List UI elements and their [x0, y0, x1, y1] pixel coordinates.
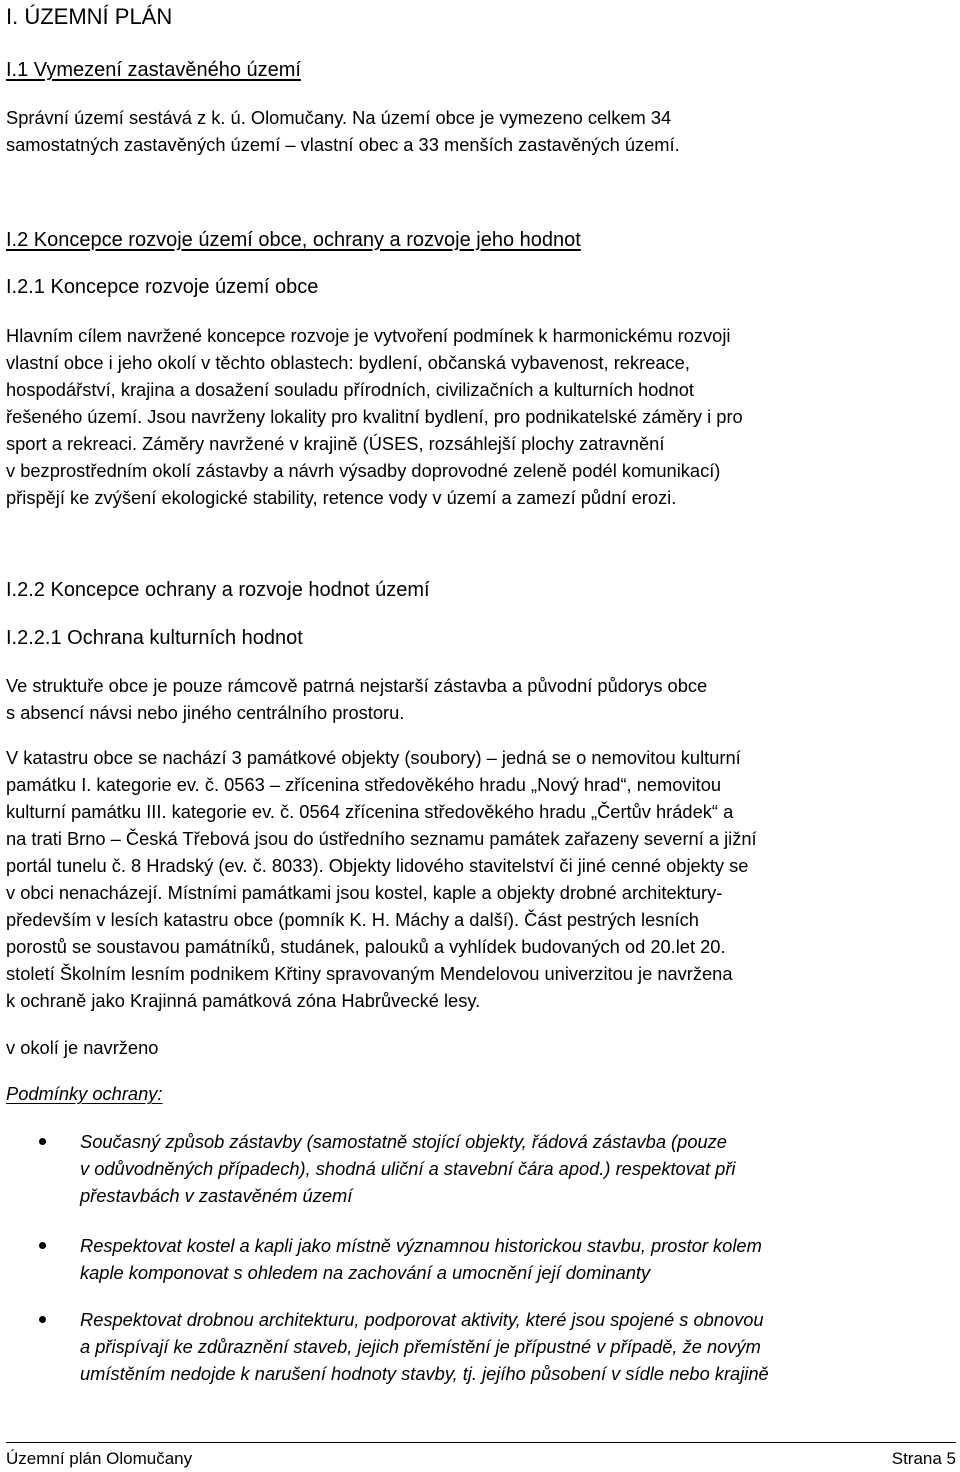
text-line: Ve struktuře obce je pouze rámcově patrná nejstarší zástavba a původní půdorys obce — [6, 675, 708, 696]
section-2-2-heading: I.2.2 Koncepce ochrany a rozvoje hodnot území — [6, 579, 430, 601]
text-line: s absencí návsi nebo jiného centrálního prostoru. — [6, 702, 405, 723]
list-item-text — [80, 1306, 960, 1387]
conditions-label: Podmínky ochrany: — [6, 1083, 163, 1104]
text-line: Hlavním cílem navržené koncepce rozvoje je vytvoření podmínek k harmonickému rozvoji — [6, 325, 731, 346]
text-line: přispějí ke zvýšení ekologické stability, retence vody v území a zamezí půdní erozi. — [6, 487, 677, 508]
text-line: porostů se soustavou památníků, studánek, palouků a vyhlídek budovaných od 20.let 20. — [6, 936, 726, 957]
text-line: století Školním lesním podnikem Křtiny spravovaným Mendelovou univerzitou je navržena — [6, 963, 733, 984]
text-line: a přispívají ke zdůraznění staveb, jejich přemístění je přípustné v případě, že novým — [80, 1336, 761, 1357]
section-2-2-1-heading: I.2.2.1 Ochrana kulturních hodnot — [6, 627, 303, 649]
section-2-heading: I.2 Koncepce rozvoje území obce, ochrany a rozvoje jeho hodnot — [6, 229, 581, 251]
text-line: přestavbách v zastavěném území — [80, 1185, 353, 1206]
monuments-paragraph — [6, 744, 956, 1014]
text-line: na trati Brno – Česká Třebová jsou do ústředního seznamu památek zařazeny severní a jižní — [6, 828, 757, 849]
footer-divider — [6, 1442, 956, 1443]
text-line: sport a rekreaci. Záměry navržené v krajině (ÚSES, rozsáhlejší plochy zatravnění — [6, 433, 665, 454]
structure-paragraph — [6, 672, 956, 726]
list-item-text — [80, 1128, 960, 1209]
text-line: Současný způsob zástavby (samostatně stojící objekty, řádová zástavba (pouze — [80, 1131, 727, 1152]
list-item-text — [80, 1232, 960, 1286]
bullet-icon — [39, 1316, 46, 1323]
footer-page-number: Strana 5 — [891, 1449, 956, 1468]
text-line: k ochraně jako Krajinná památková zóna Habrůvecké lesy. — [6, 990, 481, 1011]
text-line: samostatných zastavěných území – vlastní obec a 33 menších zastavěných území. — [6, 134, 680, 155]
text-line: V katastru obce se nachází 3 památkové objekty (soubory) – jedná se o nemovitou kulturní — [6, 747, 741, 768]
text-line: portál tunelu č. 8 Hradský (ev. č. 8033). Objekty lidového stavitelství či jiné cenné objekty se — [6, 855, 749, 876]
text-line: umístěním nedojde k narušení hodnoty stavby, tj. jejího působení v sídle nebo krajině — [80, 1363, 769, 1384]
text-line: v okolí je navrženo — [6, 1037, 159, 1058]
section-1-heading: I.1 Vymezení zastavěného území — [6, 59, 301, 81]
text-line: vlastní obce i jeho okolí v těchto oblastech: bydlení, občanská vybavenost, rekreace, — [6, 352, 690, 373]
bullet-icon — [39, 1138, 46, 1145]
text-line: Správní území sestává z k. ú. Olomučany. Na území obce je vymezeno celkem 34 — [6, 107, 672, 128]
document-page — [6, 0, 956, 1472]
text-line: řešeného území. Jsou navrženy lokality pro kvalitní bydlení, pro podnikatelské záměry i pro — [6, 406, 743, 427]
text-line: kaple komponovat s ohledem na zachování a umocnění její dominanty — [80, 1262, 651, 1283]
bullet-icon — [39, 1242, 46, 1249]
text-line: památku I. kategorie ev. č. 0563 – zřícenina středověkého hradu „Nový hrad“, nemovitou — [6, 774, 722, 795]
text-line: především v lesích katastru obce (pomník K. H. Máchy a další). Část pestrých lesních — [6, 909, 699, 930]
text-line: v odůvodněných případech), shodná uliční a stavební čára apod.) respektovat při — [80, 1158, 736, 1179]
footer-document-name: Územní plán Olomučany — [6, 1449, 193, 1468]
surroundings-paragraph — [6, 1034, 956, 1061]
text-line: kulturní památku III. kategorie ev. č. 0564 zřícenina středověkého hradu „Čertův hrádek“ a — [6, 801, 734, 822]
section-2-1-heading: I.2.1 Koncepce rozvoje území obce — [6, 276, 319, 298]
text-line: Respektovat drobnou architekturu, podporovat aktivity, které jsou spojené s obnovou — [80, 1309, 764, 1330]
text-line: Respektovat kostel a kapli jako místně významnou historickou stavbu, prostor kolem — [80, 1235, 762, 1256]
conditions-label-paragraph — [6, 1080, 956, 1107]
document-title: I. ÚZEMNÍ PLÁN — [6, 4, 173, 29]
text-line: v bezprostředním okolí zástavby a návrh výsadby doprovodné zeleně podél komunikací) — [6, 460, 721, 481]
text-line: hospodářství, krajina a dosažení souladu přírodních, civilizačních a kulturních hodnot — [6, 379, 694, 400]
section-2-1-paragraph — [6, 322, 956, 511]
section-1-paragraph — [6, 104, 956, 158]
text-line: v obci nenacházejí. Místními památkami jsou kostel, kaple a objekty drobné architektury- — [6, 882, 723, 903]
